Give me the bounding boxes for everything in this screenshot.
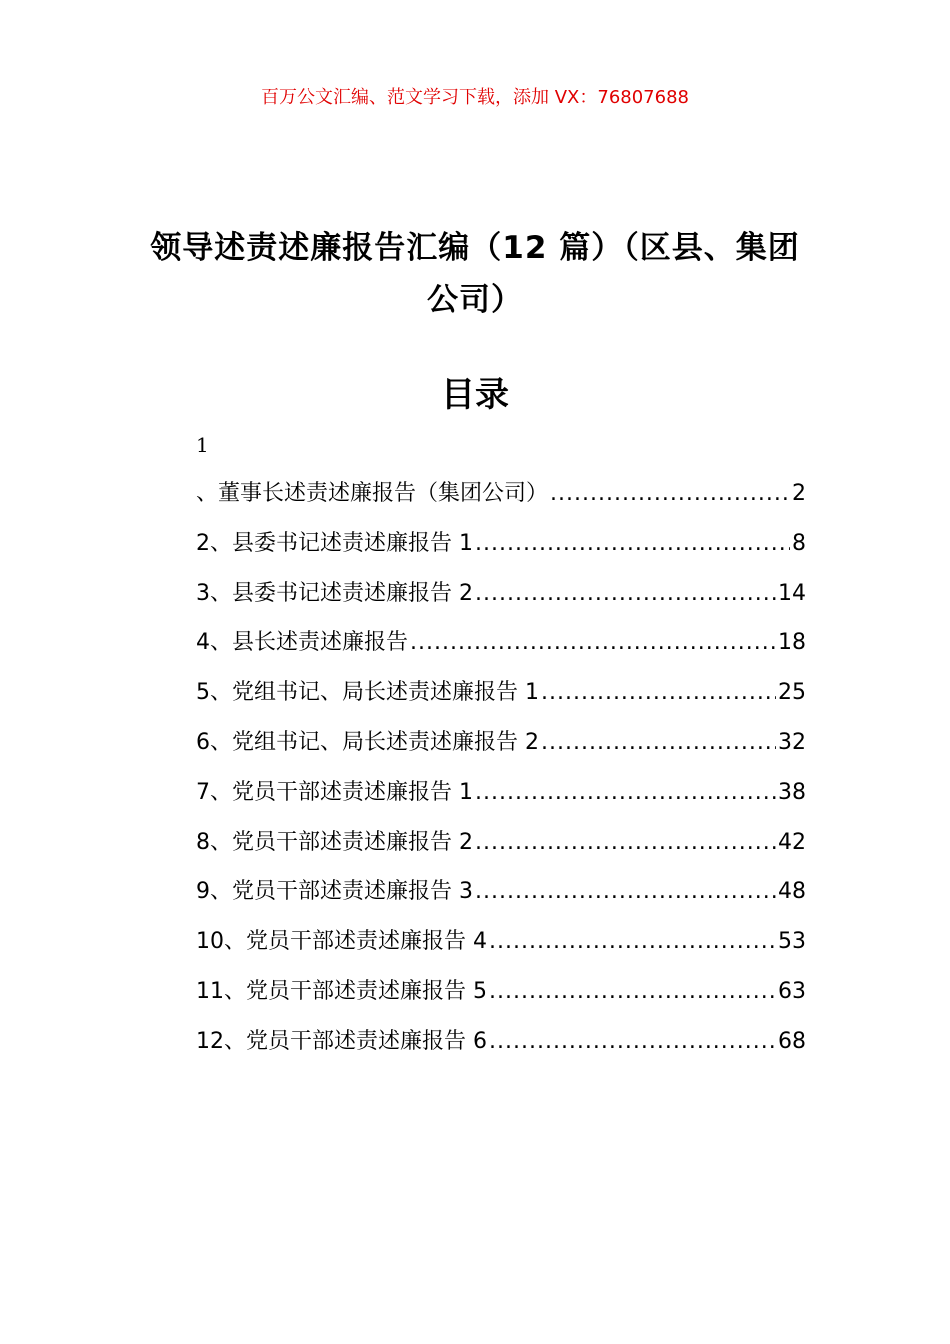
toc-entry[interactable] — [196, 627, 806, 677]
toc-entry-title: 4、县长述责述廉报告 — [196, 630, 408, 656]
toc-entry[interactable] — [196, 677, 806, 727]
toc-entry-title: 9、党员干部述责述廉报告 3 — [196, 879, 473, 905]
toc-entry-page: 53 — [778, 929, 806, 955]
toc-leader-dots — [410, 627, 776, 659]
toc-entry-title: 7、党员干部述责述廉报告 1 — [196, 779, 473, 805]
header-note: 百万公文汇编、范文学习下载，添加 VX：76807688 — [261, 87, 689, 108]
toc-entry-title: 3、县委书记述责述廉报告 2 — [196, 580, 473, 606]
toc-entry-title: 2、县委书记述责述廉报告 1 — [196, 530, 473, 556]
toc-entry-page: 8 — [792, 530, 806, 556]
toc-entry-title: 8、党员干部述责述廉报告 2 — [196, 829, 473, 855]
toc-entry[interactable] — [196, 827, 806, 877]
toc-entry-page: 63 — [778, 978, 806, 1004]
toc-entry-page: 2 — [792, 481, 806, 506]
toc-entry-page: 42 — [778, 829, 806, 855]
toc-entry-page: 68 — [778, 1028, 806, 1054]
table-of-contents — [196, 478, 806, 1076]
toc-leader-dots — [475, 876, 776, 908]
toc-entry-title: 10、党员干部述责述廉报告 4 — [196, 929, 487, 955]
toc-entry-page: 25 — [778, 680, 806, 706]
toc-entry-page: 32 — [778, 729, 806, 755]
toc-entry-page: 18 — [778, 630, 806, 656]
toc-leader-dots — [475, 777, 776, 809]
toc-entry-page: 38 — [778, 779, 806, 805]
toc-leader-dots — [489, 926, 776, 958]
toc-entry-page: 14 — [778, 580, 806, 606]
toc-entry-title: 6、党组书记、局长述责述廉报告 2 — [196, 729, 539, 755]
toc-entry[interactable] — [196, 478, 806, 528]
toc-entry-page: 48 — [778, 879, 806, 905]
toc-leader-dots — [475, 578, 776, 610]
toc-entry[interactable] — [196, 926, 806, 976]
toc-leader-dots — [489, 1026, 776, 1058]
toc-entry[interactable] — [196, 976, 806, 1026]
toc-entry[interactable] — [196, 1026, 806, 1076]
toc-entry[interactable] — [196, 528, 806, 578]
toc-entry[interactable] — [196, 578, 806, 628]
toc-leader-dots — [541, 677, 776, 709]
toc-entry[interactable] — [196, 876, 806, 926]
toc-entry[interactable] — [196, 777, 806, 827]
toc-entry-title: 11、党员干部述责述廉报告 5 — [196, 978, 487, 1004]
toc-heading: 目录 — [441, 375, 509, 415]
stray-number: 1 — [196, 433, 209, 457]
toc-entry[interactable] — [196, 727, 806, 777]
toc-entry-title: 5、党组书记、局长述责述廉报告 1 — [196, 680, 539, 706]
toc-leader-dots — [475, 528, 790, 560]
toc-leader-dots — [550, 478, 790, 510]
toc-leader-dots — [489, 976, 776, 1008]
toc-entry-title: 12、党员干部述责述廉报告 6 — [196, 1028, 487, 1054]
toc-leader-dots — [541, 727, 776, 759]
toc-entry-title: 、董事长述责述廉报告（集团公司） — [196, 481, 549, 506]
document-title: 领导述责述廉报告汇编（12 篇）（区县、集团公司） — [150, 230, 800, 318]
toc-leader-dots — [475, 827, 776, 859]
